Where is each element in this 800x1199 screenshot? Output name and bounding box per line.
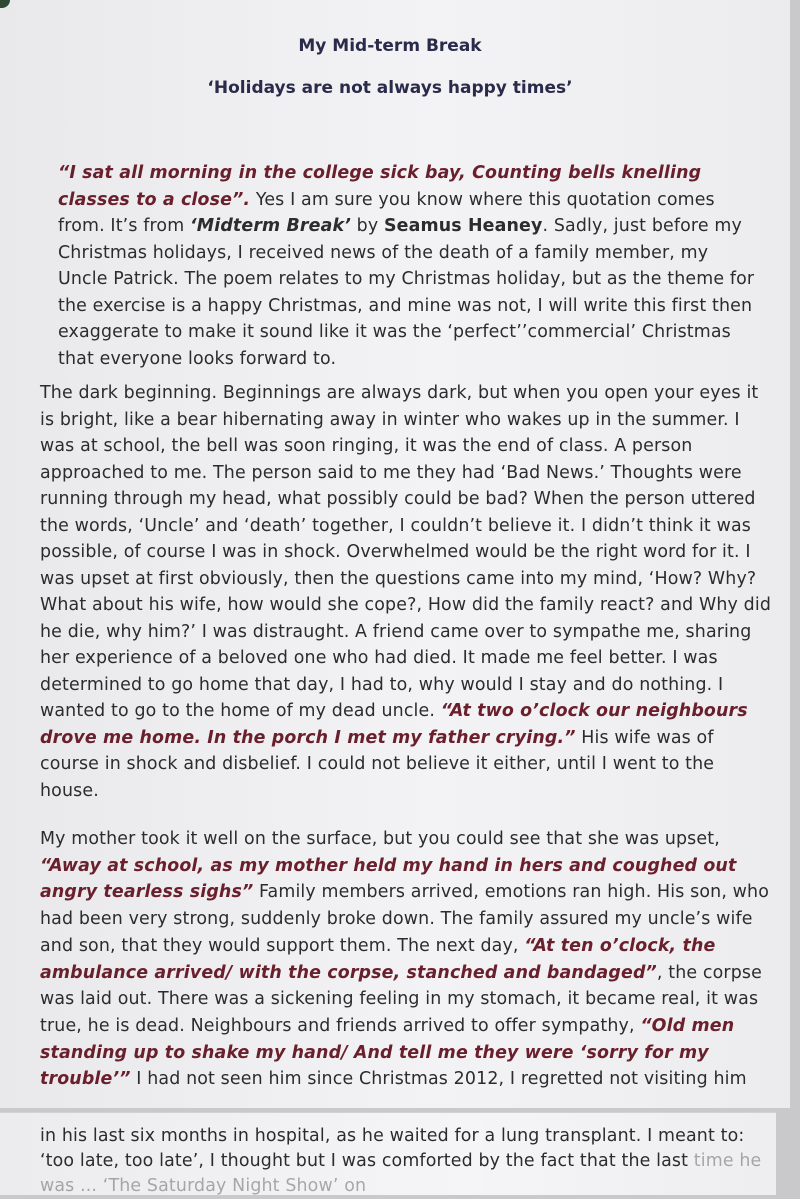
paragraph-intro-text-1: Yes I am sure you know where this quotation comes from. It’s from xyxy=(58,189,715,236)
paragraph-4-text-1: in his last six months in hospital, as he waited for a lung transplant. I meant to: ‘too late, too late’, I thought but I was comforted by the fact that the last xyxy=(40,1126,745,1171)
quote-tearless-sighs: “Away at school, as my mother held my hand in hers and coughed out angry tearless sighs” xyxy=(40,855,737,903)
quote-old-men: “Old men standing up to shake my hand/ And tell me they were ‘sorry for my trouble’” xyxy=(40,1015,735,1090)
paragraph-3-text-2: Family members arrived, emotions ran high. His son, who had been very strong, suddenly broke down. The family assured my uncle’s wife and son, that they would support them. The next day, xyxy=(40,882,770,956)
paragraph-3-text-1: My mother took it well on the surface, but you could see that she was upset, xyxy=(40,829,720,849)
paragraph-dark-beginning xyxy=(40,380,772,804)
pushpin-icon xyxy=(0,0,10,8)
paragraph-intro-text-2: by xyxy=(350,216,384,236)
paragraph-mother xyxy=(40,826,772,1093)
paragraph-3-text-4: I had not seen him since Christmas 2012, I regretted not visiting him xyxy=(130,1069,747,1090)
paragraph-2-text-2: His wife was of course in shock and disbelief. I could not believe it either, until I went to the house. xyxy=(40,727,715,801)
quote-ambulance: “At ten o’clock, the ambulance arrived/ with the corpse, stanched and bandaged” xyxy=(40,935,716,983)
paragraph-3-text-3: , the corpse was laid out. There was a sickening feeling in my stomach, it became real, it was true, he is dead. Neighbours and friends arrived to offer sympathy, xyxy=(40,962,762,1036)
poet-name: Seamus Heaney xyxy=(383,216,543,236)
paragraph-4-text-cut: time he was ... ‘The Saturday Night Show’ on xyxy=(40,1151,762,1196)
paragraph-intro-text-3: . Sadly, just before my Christmas holidays, I received news of the death of a family member, my Uncle Patrick. The poem relates to my Christmas holiday, but as the theme for the exercise is a happy Christmas, and mine was not, I will write this first then exaggerate to make it sound like it was the ‘perfect’’commercial’ Christmas that everyone looks forward to. xyxy=(58,216,755,369)
essay-subtitle: ‘Holidays are not always happy times’ xyxy=(207,78,573,98)
paragraph-2-text-1: The dark beginning. Beginnings are always dark, but when you open your eyes it is bright, like a bear hibernating away in winter who wakes up in the summer. I was at school, the bell was soon ringing, it was the end of class. A person approached to me. The person said to me they had ‘Bad News.’ Thoughts were running through my head, what possibly could be bad? When the person uttered the words, ‘Uncle’ and ‘death’ together, I couldn’t believe it. I didn’t think it was possible, of course I was in shock. Overwhelmed would be the right word for it. I was upset at first obviously, then the questions came into my mind, ‘How? Why? What about his wife, how would she cope?, How did the family react? and Why did he die, why him?’ I was distraught. A friend came over to sympathe me, sharing her experience of a beloved one who had died. It made me feel better. I was determined to go home that day, I had to, why would I stay and do nothing. I wanted to go to the home of my dead uncle. xyxy=(40,383,772,721)
quote-sick-bay: “I sat all morning in the college sick bay, Counting bells knelling classes to a close”. xyxy=(58,163,702,210)
poem-title: ‘Midterm Break’ xyxy=(190,216,351,236)
essay-title: My Mid-term Break xyxy=(298,36,482,56)
quote-neighbours: “At two o’clock our neighbours drove me home. In the porch I met my father crying.” xyxy=(40,701,748,748)
paragraph-continued xyxy=(40,1124,770,1199)
paragraph-intro xyxy=(58,160,758,372)
